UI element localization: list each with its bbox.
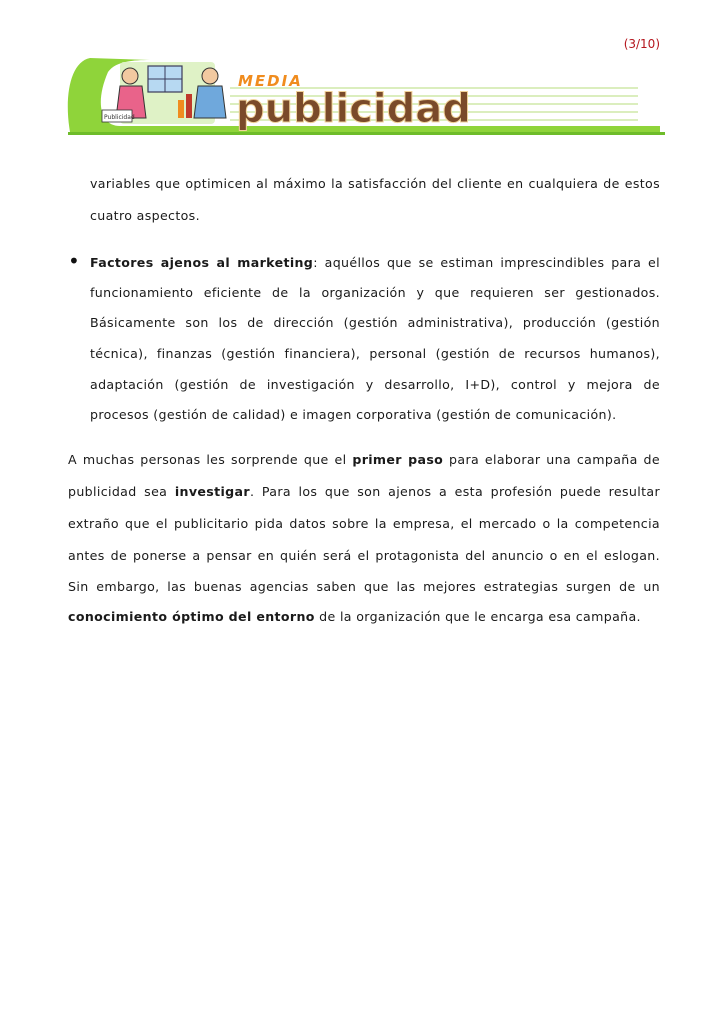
bullet-line: Factores ajenos al marketing: aquéllos que se estiman imprescindibles para el (90, 255, 660, 270)
paragraph-line: A muchas personas les sorprende que el primer paso para elaborar una campaña de (68, 452, 660, 467)
paragraph-line: extraño que el publicitario pida datos sobre la empresa, el mercado o la competencia (68, 516, 660, 531)
continued-line: cuatro aspectos. (90, 208, 200, 223)
page-indicator: (3/10) (623, 37, 660, 51)
logo-publicidad-word: publicidad (236, 86, 471, 132)
people-illustration (102, 62, 226, 124)
paragraph-line: Sin embargo, las buenas agencias saben que las mejores estrategias surgen de un (68, 579, 660, 594)
logo-media-word: MEDIA (238, 72, 303, 90)
bullet-line: técnica), finanzas (gestión financiera), personal (gestión de recursos humanos), (90, 346, 660, 361)
continued-line: variables que optimicen al máximo la satisfacción del cliente en cualquiera de estos (90, 176, 660, 191)
emphasis-investigar: investigar (174, 484, 250, 499)
paragraph-line: publicidad sea investigar. Para los que son ajenos a esta profesión puede resultar (68, 484, 660, 499)
bullet-line: adaptación (gestión de investigación y desarrollo, I+D), control y mejora de (90, 377, 660, 392)
bullet-line: funcionamiento eficiente de la organización y que requieren ser gestionados. (90, 285, 660, 300)
media-publicidad-banner (60, 52, 670, 152)
emphasis-primer-paso: primer paso (352, 452, 444, 467)
bullet-term: Factores ajenos al marketing (90, 255, 314, 270)
paragraph-line: antes de ponerse a pensar en quién será el protagonista del anuncio o en el eslogan. (68, 548, 660, 563)
emphasis-conocimiento: conocimiento óptimo del entorno (68, 609, 315, 624)
paragraph-line: conocimiento óptimo del entorno de la organización que le encarga esa campaña. (68, 609, 641, 624)
bullet-line: procesos (gestión de calidad) e imagen corporativa (gestión de comunicación). (90, 407, 617, 422)
bullet-icon: • (68, 249, 80, 273)
logo-sign-text: Publicidad (104, 114, 135, 121)
bullet-line: Básicamente son los de dirección (gestión administrativa), producción (gestión (90, 315, 660, 330)
